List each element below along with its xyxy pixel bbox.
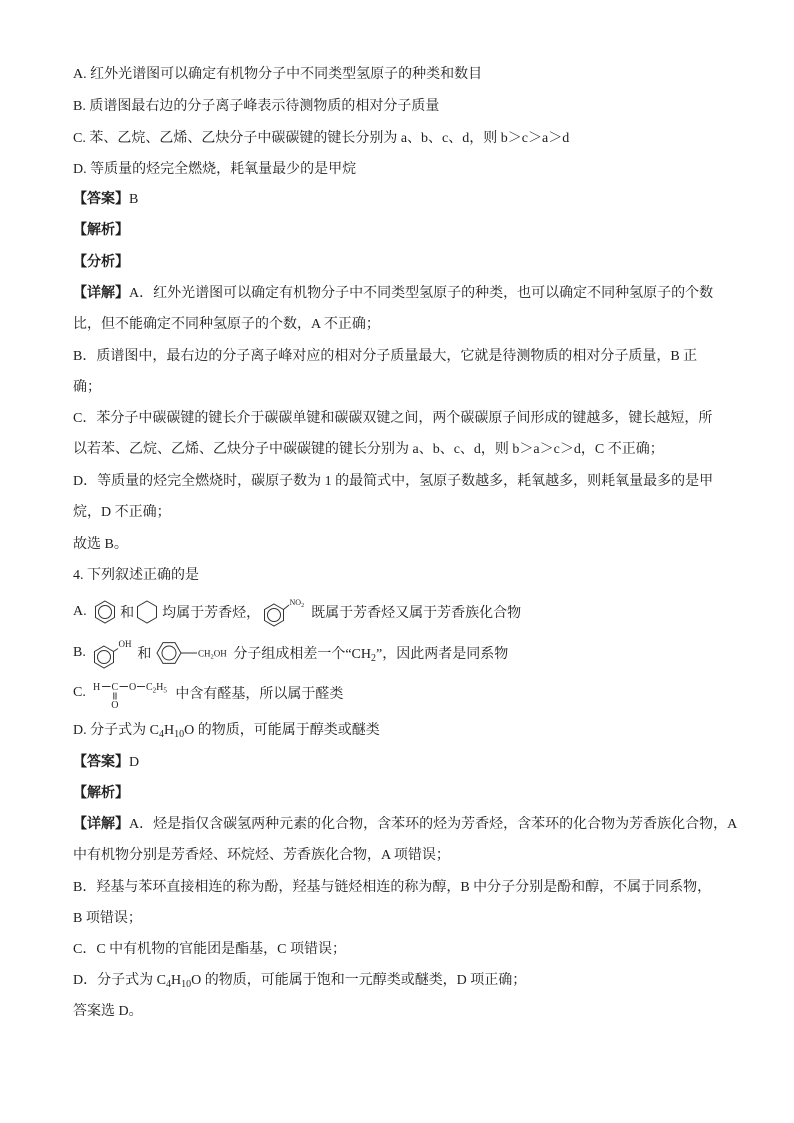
q3-analysis-label: 【解析】 — [73, 223, 129, 238]
q3-detail-line: D．等质量的烃完全燃烧时，碳原子数为 1 的最简式中，氢原子数越多，耗氧越多，则耗氧量最多的是甲 — [73, 474, 714, 489]
hydroxyl-bond — [114, 649, 119, 652]
atom-o — [129, 682, 136, 693]
option-text — [233, 643, 508, 663]
q4-detail-line — [73, 815, 737, 835]
q4-conclusion: 答案选 D。 — [73, 1004, 143, 1019]
nitro-no: NO — [289, 598, 302, 607]
atom-o-text: O — [129, 682, 137, 693]
phenol-structure — [91, 636, 133, 670]
nitro-subscript: 2 — [301, 603, 305, 609]
ethyl-sub-c: 2 — [153, 686, 157, 695]
detail-label: 【详解】 — [73, 286, 129, 301]
q4-option-d — [73, 721, 380, 741]
atom-c-text: C — [111, 682, 119, 693]
answer-label: 【答案】 — [73, 192, 129, 207]
subscript: 4 — [165, 979, 171, 990]
ch2oh-label — [198, 649, 227, 661]
q3-option-d: D. 等质量的烃完全燃烧，耗氧量最少的是甲烷 — [73, 162, 357, 177]
detail-text-part: O 的物质，可能属于饱和一元醇类或醚类，D 项正确； — [191, 973, 527, 988]
q3-detail-line: B．质谱图中，最右边的分子离子峰对应的相对分子质量最大，它就是待测物质的相对分子质量，B 正 — [73, 349, 698, 364]
q4-detail-line-d — [73, 971, 526, 991]
q4-detail-line: C．C 中有机物的官能团是酯基，C 项错误； — [73, 942, 347, 957]
option-prefix: C. — [73, 685, 90, 700]
detail-text-part: H — [170, 973, 182, 988]
option-prefix: B. — [73, 645, 90, 660]
ethyl-sub-h: 5 — [163, 686, 168, 695]
answer-value: D — [129, 755, 140, 770]
option-text-part: 分子组成相差一个“CH — [233, 647, 372, 662]
q4-answer-line — [73, 753, 139, 773]
q3-option-c: C. 苯、乙烷、乙烯、乙炔分子中碳碳键的键长分别为 a、b、c、d，则 b＞c＞a＞d — [73, 131, 570, 146]
q4-detail-line: B 项错误； — [73, 911, 142, 926]
option-text-part: ”，因此两者是同系物 — [376, 647, 509, 662]
ethyl-c: C — [146, 682, 154, 693]
atom-c — [112, 682, 119, 693]
q3-detail-line: 烷，D 不正确； — [73, 505, 171, 520]
q3-detail-line: 确； — [73, 380, 101, 395]
benzyl-alcohol-structure — [155, 636, 233, 670]
and-text: 和 — [120, 606, 135, 621]
aromatic-circle — [162, 646, 176, 660]
cyclohexane-structure — [134, 597, 160, 627]
nitro-bond — [284, 605, 290, 610]
nitro-label — [290, 598, 305, 609]
subscript: 10 — [181, 979, 192, 990]
atom-h-text: H — [93, 682, 101, 693]
q4-option-c — [73, 674, 343, 712]
q4-option-b — [73, 636, 508, 670]
option-text-part: H — [163, 723, 175, 738]
q4-stem: 4. 下列叙述正确的是 — [73, 568, 199, 583]
q3-answer-line — [73, 190, 138, 210]
ethyl-h: H — [156, 682, 164, 693]
benzyl-ch: CH — [198, 648, 211, 659]
q3-detail-line: C．苯分子中碳碳键的键长介于碳碳单键和碳碳双键之间，两个碳碳原子间形成的键越多，键长越短，所 — [73, 411, 713, 426]
aromatic-circle — [99, 606, 112, 619]
ethyl-formate-structure — [91, 674, 175, 712]
q3-conclusion: 故选 B。 — [73, 537, 128, 552]
option-text: 均属于芳香烃， — [162, 606, 261, 621]
aromatic-circle — [268, 609, 281, 622]
q3-detail-line: 以若苯、乙烷、乙烯、乙炔分子中碳碳键的键长分别为 a、b、c、d，则 b＞a＞c＞d，C 不正确； — [73, 442, 664, 457]
phenol-oh: OH — [118, 639, 132, 649]
subscript: 2 — [371, 653, 377, 664]
carbonyl-o — [112, 700, 119, 711]
detail-label: 【详解】 — [73, 817, 129, 832]
benzene-structure — [92, 597, 118, 627]
atom-h — [93, 682, 100, 693]
nitrobenzene-structure — [261, 595, 311, 629]
subscript: 10 — [174, 729, 185, 740]
benzyl-oh: OH — [214, 648, 228, 659]
and-text: 和 — [137, 647, 152, 662]
hydroxyl-label — [119, 639, 132, 649]
option-prefix: A. — [73, 604, 91, 619]
q3-detail-line — [73, 284, 713, 304]
answer-value: B — [129, 192, 139, 207]
q4-detail-line: 中有机物分别是芳香烃、环烷烃、芳香族化合物，A 项错误； — [73, 848, 450, 863]
answer-label: 【答案】 — [73, 755, 129, 770]
detail-text: A．烃是指仅含碳氢两种元素的化合物，含苯环的烃为芳香烃，含苯环的化合物为芳香族化合物，A — [129, 817, 738, 832]
option-text: 中含有醛基，所以属于醛类 — [175, 687, 344, 702]
detail-text: A．红外光谱图可以确定有机物分子中不同类型氢原子的种类，也可以确定不同种氢原子的个数 — [129, 286, 714, 301]
option-text-part: D. 分子式为 C — [73, 723, 159, 738]
carbonyl-o-text: O — [111, 700, 119, 711]
q4-option-a — [73, 595, 521, 629]
subscript: 4 — [158, 729, 164, 740]
ethyl-group — [146, 682, 167, 695]
cyclohexane-ring — [138, 601, 157, 623]
q3-detail-line: 比，但不能确定不同种氢原子的个数，A 不正确； — [73, 317, 380, 332]
q4-detail-line: B．羟基与苯环直接相连的称为酚，羟基与链烃相连的称为醇，B 中分子分别是酚和醇，不属于同系物， — [73, 880, 712, 895]
option-text: 既属于芳香烃又属于芳香族化合物 — [311, 606, 522, 621]
q3-fenxi-label: 【分析】 — [73, 255, 129, 270]
q3-option-b: B. 质谱图最右边的分子离子峰表示待测物质的相对分子质量 — [73, 99, 440, 114]
q3-option-a: A. 红外光谱图可以确定有机物分子中不同类型氢原子的种类和数目 — [73, 67, 483, 82]
detail-text-part: D．分子式为 C — [73, 973, 166, 988]
benzyl-subscript: 2 — [210, 653, 215, 661]
aromatic-circle — [98, 651, 111, 664]
q4-analysis-label: 【解析】 — [73, 786, 129, 801]
option-text-part: O 的物质，可能属于醇类或醚类 — [184, 723, 380, 738]
